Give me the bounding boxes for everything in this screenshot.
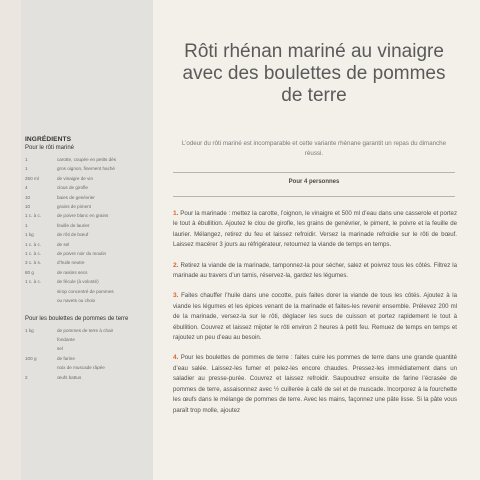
recipe-intro: L’odeur du rôti mariné est incomparable et cette variante rhénane garantit un repas du dimanche réussi. xyxy=(181,140,447,157)
ingredient-qty: 1 kg xyxy=(25,327,34,333)
ingredients-group1-title: Pour le rôti mariné xyxy=(25,145,75,151)
ingredient-qty xyxy=(25,363,57,372)
ingredient-row xyxy=(25,183,151,192)
ingredient-row xyxy=(25,155,151,164)
left-margin-strip xyxy=(0,0,21,480)
ingredient-name: fondante xyxy=(57,336,75,342)
ingredient-name: carotte, coupée en petits dés xyxy=(57,157,116,162)
recipe-step xyxy=(173,353,457,415)
ingredient-row xyxy=(25,335,151,344)
ingredient-name: d’huile neutre xyxy=(57,260,85,266)
ingredient-row xyxy=(25,326,151,335)
ingredients-group1-list xyxy=(25,155,151,306)
ingredients-group2-list xyxy=(25,326,151,382)
ingredient-name: œufs battus xyxy=(57,374,82,380)
ingredient-name: noix de muscade râpée xyxy=(57,365,105,371)
ingredient-qty: 250 ml xyxy=(25,175,39,181)
ingredient-row xyxy=(25,373,151,382)
ingredient-qty: 1 c. à c. xyxy=(25,251,42,257)
ingredient-row xyxy=(25,249,151,258)
ingredient-row xyxy=(25,363,151,372)
ingredient-qty xyxy=(25,344,57,353)
step-number: 3. xyxy=(173,292,179,300)
ingredient-name: de poivre blanc en grains xyxy=(57,213,109,219)
recipe-main xyxy=(153,0,480,480)
step-number: 1. xyxy=(173,210,179,217)
servings-label: Pour 4 personnes xyxy=(288,179,340,185)
ingredient-name: de fécule (à volonté) xyxy=(57,279,99,285)
ingredient-name: de sel xyxy=(57,241,70,247)
ingredient-qty: 3 c. à s. xyxy=(25,260,42,266)
ingredient-qty: 2 xyxy=(25,374,28,380)
ingredient-row xyxy=(25,211,151,220)
step-text: Pour les boulettes de pommes de terre : faites cuire les pommes de terre dans une grande quantité d’eau salée. Laissez-les fumer et pelez-les encore chaudes. Pressez-les immédiatement dans un saladier au presse-purée. Couvrez et laissez refroidir. Saupoudrez ensuite de farine l’écrasée de pommes de terre, assaisonnez avec ½ cuillerée à café de sel et de muscade. Incorporez à la fourchette les œufs dans le mélange de pommes de terre. Avec les mains, façonnez une pâte lisse. Si la pâte vous paraît trop molle, ajoutez xyxy=(173,354,457,414)
ingredient-name: baies de genévrier xyxy=(57,194,95,200)
ingredient-name: de rôti de bœuf xyxy=(57,232,89,238)
ingredient-qty: 1 xyxy=(25,222,28,228)
ingredient-name: feuille de laurier xyxy=(57,222,90,228)
ingredients-sidebar xyxy=(21,0,153,480)
ingredient-row xyxy=(25,221,151,230)
ingredients-group2-title: Pour les boulettes de pommes de terre xyxy=(25,315,129,322)
ingredient-row xyxy=(25,287,151,296)
ingredients-heading: INGRÉDIENTS xyxy=(25,136,72,143)
recipe-steps xyxy=(173,209,457,426)
step-number: 2. xyxy=(173,261,179,269)
ingredient-row xyxy=(25,202,151,211)
ingredient-row xyxy=(25,258,151,267)
ingredient-row xyxy=(25,296,151,305)
step-text: Faites chauffer l’huile dans une cocotte, puis faites dorer la viande de tous les côtés. Ajoutez à la viande les légumes et les épices venant de la marinade et faites-les revenir ensemble. Prélevez 200 ml de la marinade, versez-la sur le rôti, déglacer les sucs de cuisson et portez rapidement le tout à ébullition. Couvrez et laissez mijoter le rôti environ 2 heures à petit feu. Remuez de temps en temps et rajoutez un peu d’eau au besoin. xyxy=(173,292,457,342)
ingredient-qty xyxy=(25,296,57,305)
ingredient-name: de farine xyxy=(57,355,75,361)
step-number: 4. xyxy=(173,354,179,362)
ingredient-qty: 100 g xyxy=(25,355,37,361)
ingredient-row xyxy=(25,164,151,173)
recipe-step xyxy=(173,209,457,251)
ingredient-qty xyxy=(25,335,57,344)
ingredient-row xyxy=(25,344,151,353)
ingredient-name: sirop concentré de pommes xyxy=(57,288,114,294)
step-text: Retirez la viande de la marinade, tamponnez-la pour sécher, salez et poivrez tous les côtés. Filtrez la marinade au travers d’un tamis, réservez-la, gardez les légumes. xyxy=(173,261,457,280)
ingredient-qty: 1 xyxy=(25,166,28,172)
ingredient-qty: 4 xyxy=(25,185,28,191)
ingredient-name: clous de girofle xyxy=(57,185,88,191)
ingredient-name: de pommes de terre à chair xyxy=(57,327,114,333)
ingredient-row xyxy=(25,230,151,239)
ingredient-qty: 1 xyxy=(25,157,28,162)
ingredient-qty: 80 g xyxy=(25,269,34,275)
ingredient-name: gros oignon, finement haché xyxy=(57,166,115,172)
ingredients-block xyxy=(25,136,151,382)
ingredient-qty: 10 xyxy=(25,204,31,210)
ingredient-qty: 1 c. à c. xyxy=(25,213,42,219)
ingredient-qty xyxy=(25,287,57,296)
divider-bottom xyxy=(173,196,455,197)
ingredient-row xyxy=(25,174,151,183)
ingredient-name: grains de piment xyxy=(57,204,91,210)
ingredient-qty: 10 xyxy=(25,194,31,200)
ingredient-name: ou navets ou choix xyxy=(57,298,96,304)
ingredient-qty: 1 c. à c. xyxy=(25,241,42,247)
ingredient-row xyxy=(25,240,151,249)
ingredient-row xyxy=(25,354,151,363)
recipe-step xyxy=(173,261,457,282)
step-text: Pour la marinade : mettez la carotte, l’oignon, le vinaigre et 500 ml d’eau dans une casserole et portez le tout à ébullition. Ajoutez le clou de girofle, les grains de genévrier, le piment, le poivre et la feuille de laurier. Mélangez, retirez du feu et laissez refroidir. Versez la marinade refroidie sur le rôti de bœuf. Laissez macérer 3 jours au réfrigérateur, retournez la viande de temps en temps. xyxy=(173,210,457,249)
ingredient-row xyxy=(25,193,151,202)
ingredient-name: de poivre noir du moulin xyxy=(57,251,107,257)
ingredient-qty: 1 kg xyxy=(25,232,34,238)
ingredient-qty: 1 c. à c. xyxy=(25,279,42,285)
recipe-title: Rôti rhénan mariné au vinaigre avec des boulettes de pommes de terre xyxy=(182,41,446,106)
divider-top xyxy=(173,172,455,173)
recipe-step xyxy=(173,291,457,343)
ingredient-row xyxy=(25,268,151,277)
ingredient-name: de raisins secs xyxy=(57,269,88,275)
ingredient-name: de vinaigre de vin xyxy=(57,175,94,181)
ingredient-row xyxy=(25,277,151,286)
ingredient-name: sel xyxy=(57,346,63,352)
